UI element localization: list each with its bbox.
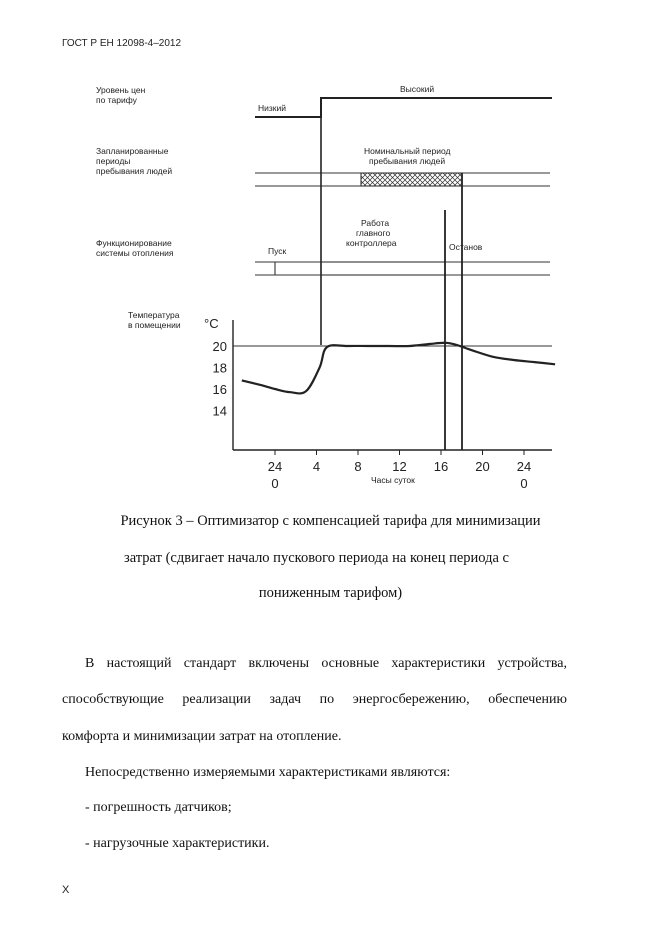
- document-code: ГОСТ Р ЕН 12098-4–2012: [62, 38, 182, 49]
- tariff-step-line: [255, 98, 552, 117]
- room-temperature-curve: [242, 343, 555, 394]
- nominal-occupancy-period-bar: [361, 173, 462, 186]
- controller-label-line3: контроллера: [346, 238, 397, 248]
- y-tick-group: [213, 339, 227, 419]
- y-tick-label: 18: [212, 360, 227, 376]
- figure-caption-line3: пониженным тарифом): [258, 585, 403, 601]
- tariff-low-label: Низкий: [258, 103, 286, 113]
- x-tick-label: 12: [392, 459, 407, 474]
- label-line: по тарифу: [96, 95, 137, 105]
- x-tick-label: 4: [312, 459, 321, 474]
- label-line: Функционирование: [96, 238, 172, 248]
- label-line: Температура: [128, 310, 180, 320]
- label-line: пребывания людей: [96, 166, 173, 176]
- paragraph1-line1: В настоящий стандарт включены основные характеристики устройства,: [85, 656, 567, 671]
- x-tick-label: 0: [520, 476, 528, 491]
- nominal-period-line2: пребывания людей: [369, 156, 446, 166]
- start-label: Пуск: [268, 246, 287, 256]
- list-item-load-characteristics: - нагрузочные характеристики.: [85, 836, 270, 851]
- y-unit-label: °C: [204, 316, 219, 331]
- x-tick-label: 20: [475, 459, 490, 474]
- page-number: X: [62, 884, 70, 896]
- y-tick-label: 14: [212, 403, 227, 419]
- x-tick-label: 0: [271, 476, 279, 491]
- label-line: Запланированные: [96, 146, 169, 156]
- stop-label: Останов: [449, 242, 483, 252]
- x-axis-title: Часы суток: [371, 475, 415, 485]
- controller-label-line1: Работа: [361, 218, 390, 228]
- y-tick-label: 20: [212, 339, 227, 354]
- x-tick-label: 16: [433, 459, 449, 474]
- list-item-sensor-error: - погрешность датчиков;: [85, 800, 232, 815]
- label-line: в помещении: [128, 320, 181, 330]
- x-tick-label: 24: [516, 459, 532, 474]
- x-tick-label: 24: [267, 459, 283, 474]
- label-line: системы отопления: [96, 248, 174, 258]
- label-line: Уровень цен: [96, 85, 146, 95]
- nominal-period-line1: Номинальный период: [364, 146, 451, 156]
- figure-caption-line1: Рисунок 3 – Оптимизатор с компенсацией тарифа для минимизации: [120, 513, 541, 529]
- figure-caption-line2: затрат (сдвигает начало пускового периода на конец периода с: [124, 550, 509, 566]
- heating-on-bar: [321, 262, 445, 275]
- controller-label-line2: главного: [356, 228, 391, 238]
- paragraph1-line3: комфорта и минимизации затрат на отопление.: [62, 729, 342, 744]
- label-line: периоды: [96, 156, 131, 166]
- tariff-high-label: Высокий: [400, 84, 435, 94]
- paragraph1-line2: способствующие реализации задач по энергосбережению, обеспечению: [62, 692, 567, 707]
- y-tick-label: 16: [212, 382, 227, 397]
- x-tick-label: 8: [354, 459, 362, 474]
- paragraph2: Непосредственно измеряемыми характеристиками являются:: [85, 765, 451, 780]
